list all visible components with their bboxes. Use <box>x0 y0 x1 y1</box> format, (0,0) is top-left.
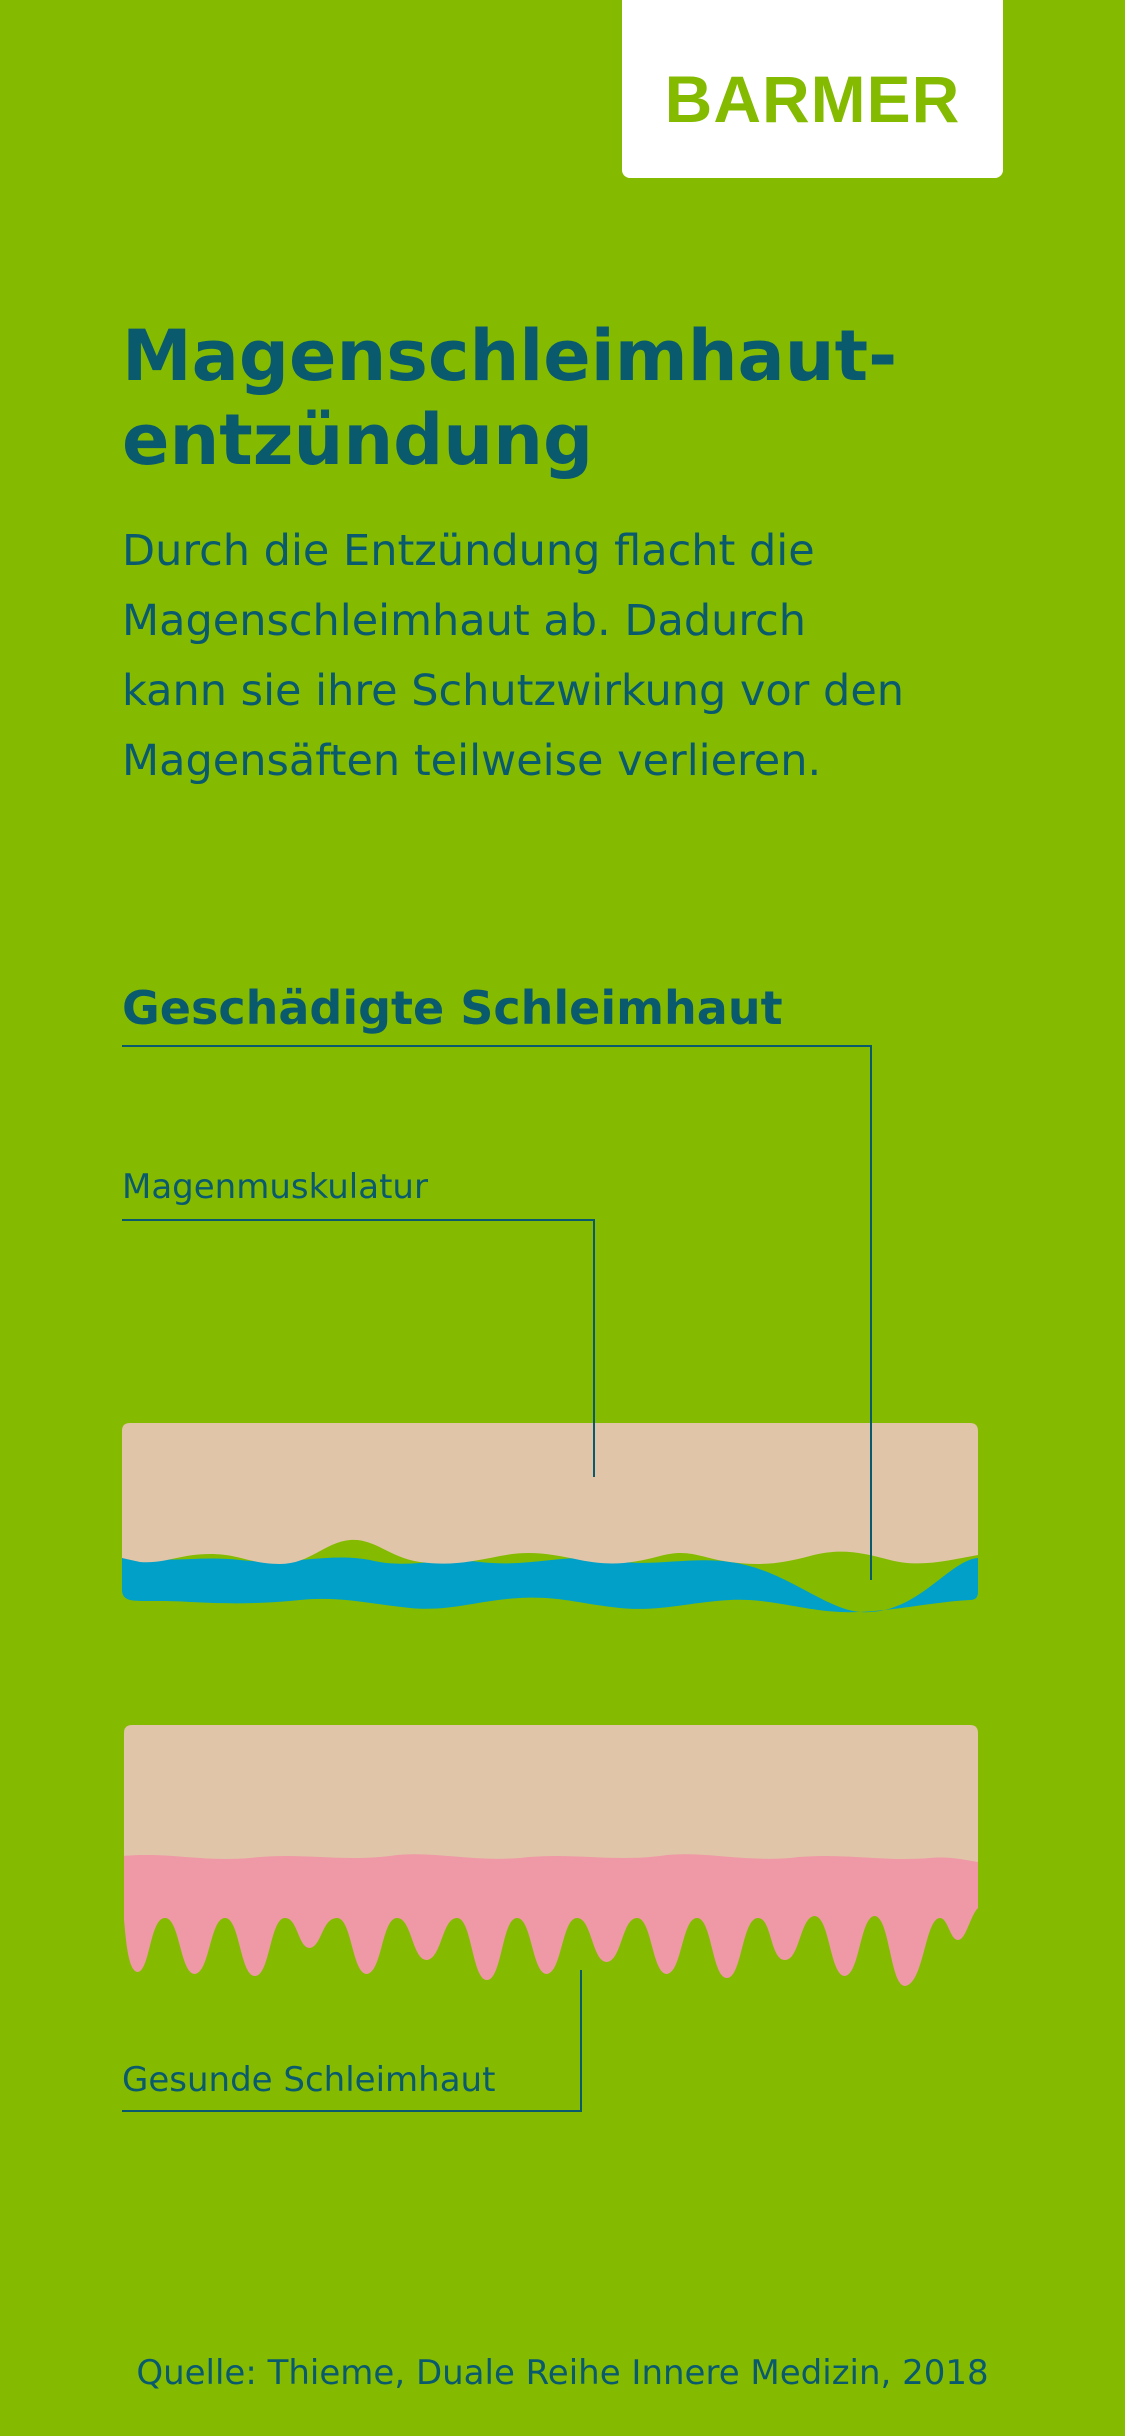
damaged-tissue-diagram <box>122 1423 978 1612</box>
title-line: Magenschleimhaut- <box>122 315 898 397</box>
healthy-mucosa-leader-line <box>122 1970 581 2111</box>
title-line: entzündung <box>122 399 594 481</box>
source-citation: Quelle: Thieme, Duale Reihe Innere Medizin, 2018 <box>136 2353 989 2393</box>
healthy-mucosa-layer <box>124 1854 978 1986</box>
intro-line: kann sie ihre Schutzwirkung vor den <box>122 666 905 716</box>
intro-line: Magensäften teilweise verlieren. <box>122 736 822 786</box>
damaged-mucosa-layer <box>122 1555 978 1612</box>
barmer-logo: BARMER <box>664 62 961 136</box>
intro-line: Magenschleimhaut ab. Dadurch <box>122 596 806 646</box>
damaged-muscle-layer <box>122 1423 978 1564</box>
intro-line: Durch die Entzündung flacht die <box>122 526 815 576</box>
healthy-muscle-layer <box>124 1725 978 1870</box>
damaged-mucosa-label: Geschädigte Schleimhaut <box>122 981 783 1035</box>
stomach-muscle-label: Magenmuskulatur <box>122 1167 428 1207</box>
healthy-mucosa-label: Gesunde Schleimhaut <box>122 2060 496 2100</box>
healthy-tissue-diagram <box>124 1725 978 1986</box>
